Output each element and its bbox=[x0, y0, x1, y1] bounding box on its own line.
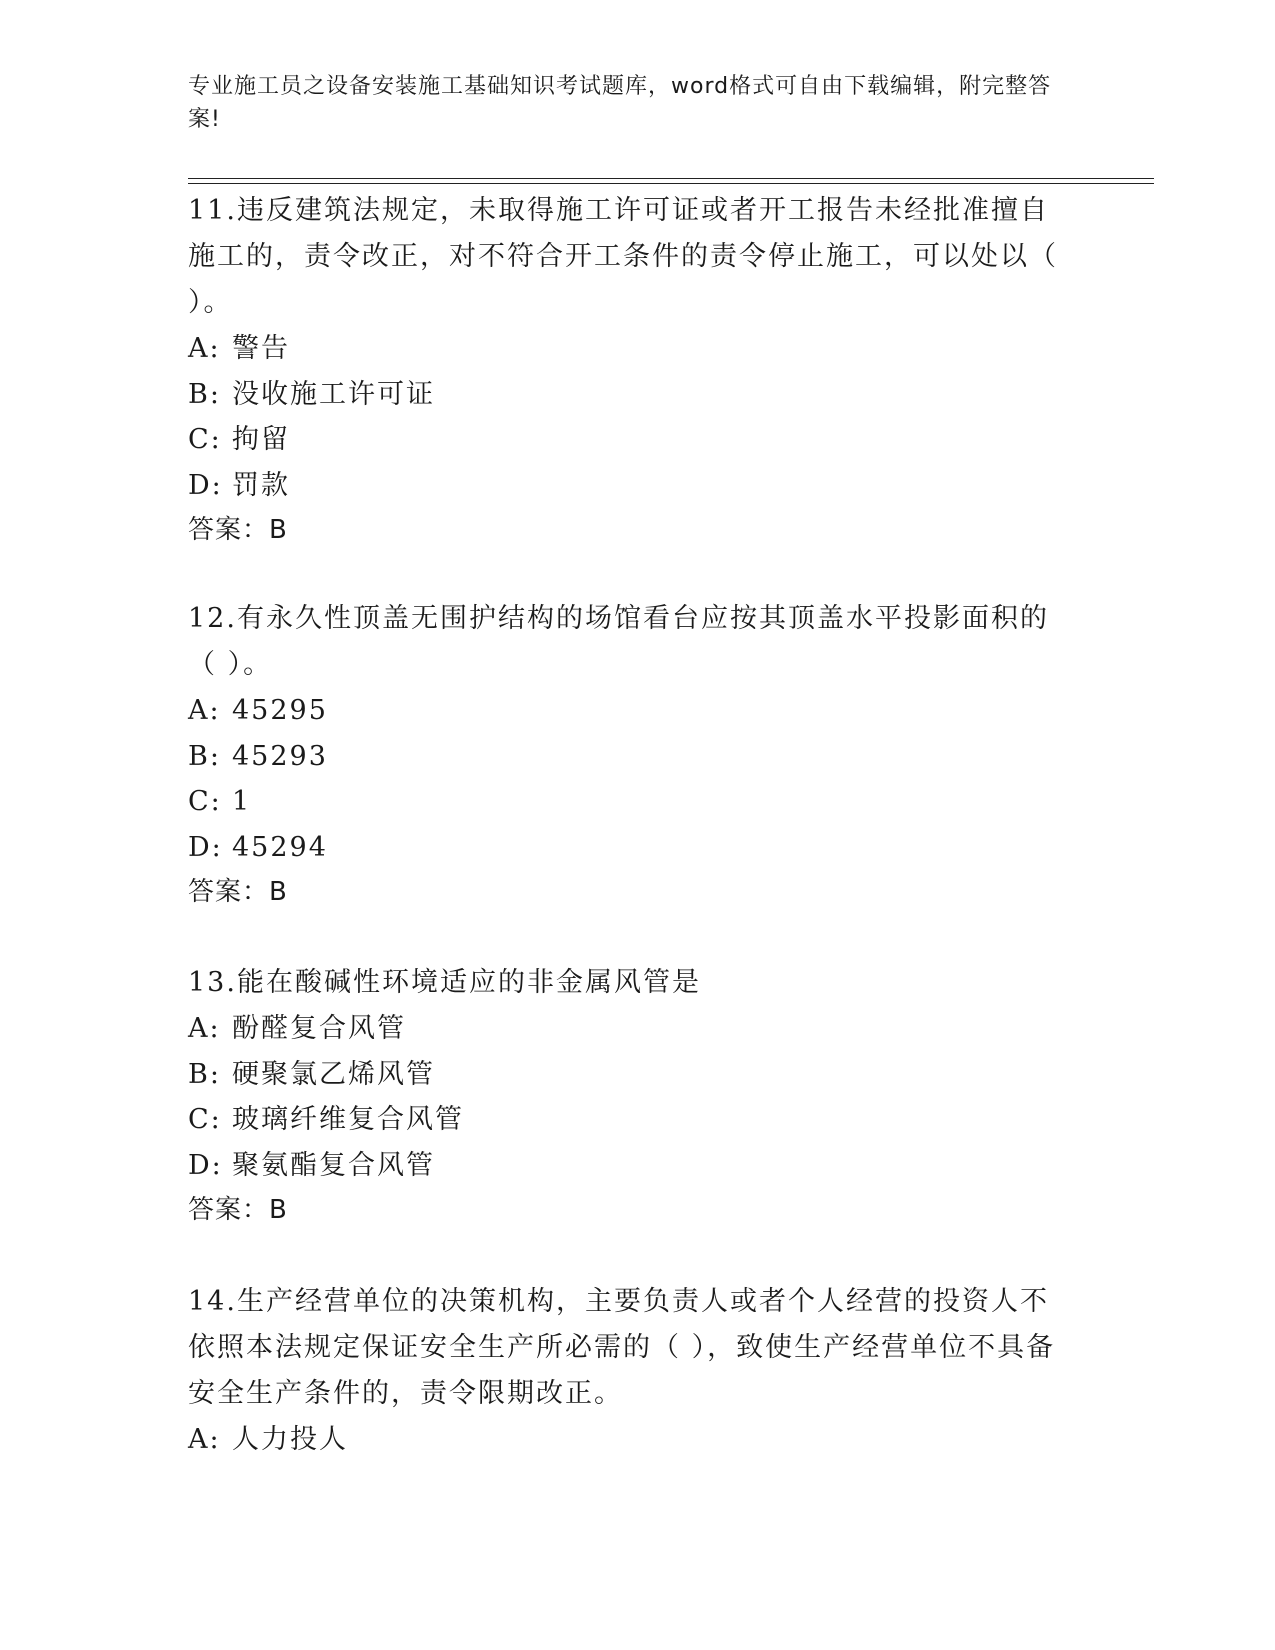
option-text: 45293 bbox=[232, 740, 328, 772]
header-divider-bottom bbox=[188, 183, 1154, 184]
option-letter: B: bbox=[188, 740, 221, 772]
option-text: 聚氨酯复合风管 bbox=[232, 1149, 435, 1181]
header-intro-text: 专业施工员之设备安装施工基础知识考试题库，word格式可自由下载编辑，附完整答案! bbox=[188, 74, 1052, 132]
option-b bbox=[188, 734, 1068, 780]
question-stem: 13.能在酸碱性环境适应的非金属风管是 bbox=[188, 967, 701, 998]
option-letter: D: bbox=[188, 469, 223, 501]
option-d bbox=[188, 825, 1068, 871]
option-text: 玻璃纤维复合风管 bbox=[232, 1104, 464, 1135]
option-text: 警告 bbox=[232, 333, 290, 364]
option-d bbox=[188, 1143, 1068, 1189]
option-text: 硬聚氯乙烯风管 bbox=[232, 1058, 435, 1090]
option-c bbox=[188, 417, 1068, 463]
question-13 bbox=[188, 960, 1068, 1233]
question-14 bbox=[188, 1279, 1068, 1463]
question-stem: 14.生产经营单位的决策机构，主要负责人或者个人经营的投资人不依照本法规定保证安全生产所必需的（ ），致使生产经营单位不具备安全生产条件的，责令限期改正。 bbox=[188, 1286, 1056, 1409]
option-letter: B: bbox=[188, 1058, 221, 1090]
option-text: 1 bbox=[232, 786, 252, 817]
option-letter: A: bbox=[188, 1013, 221, 1044]
option-letter: A: bbox=[188, 1424, 221, 1455]
option-a bbox=[188, 326, 1068, 372]
option-letter: C: bbox=[188, 424, 222, 455]
option-b bbox=[188, 372, 1068, 418]
option-text: 没收施工许可证 bbox=[232, 378, 435, 410]
option-a bbox=[188, 688, 1068, 734]
option-text: 45295 bbox=[232, 695, 328, 726]
question-stem: 12.有永久性顶盖无围护结构的场馆看台应按其顶盖水平投影面积的（ ）。 bbox=[188, 603, 1049, 680]
option-text: 拘留 bbox=[232, 424, 290, 455]
option-c bbox=[188, 1097, 1068, 1143]
option-letter: C: bbox=[188, 786, 222, 817]
answer-line: 答案：B bbox=[188, 877, 288, 907]
option-c bbox=[188, 779, 1068, 825]
option-text: 人力投人 bbox=[232, 1424, 348, 1455]
option-text: 酚醛复合风管 bbox=[232, 1013, 406, 1044]
document-header bbox=[188, 70, 1068, 136]
option-text: 45294 bbox=[232, 831, 328, 863]
question-12 bbox=[188, 596, 1068, 915]
option-b bbox=[188, 1052, 1068, 1098]
option-letter: C: bbox=[188, 1104, 222, 1135]
option-letter: D: bbox=[188, 831, 223, 863]
option-letter: B: bbox=[188, 378, 221, 410]
option-letter: A: bbox=[188, 695, 221, 726]
question-11 bbox=[188, 188, 1068, 553]
option-text: 罚款 bbox=[232, 469, 290, 501]
option-a bbox=[188, 1417, 1068, 1463]
answer-line: 答案：B bbox=[188, 515, 288, 545]
option-d bbox=[188, 463, 1068, 509]
option-letter: A: bbox=[188, 333, 221, 364]
answer-line: 答案：B bbox=[188, 1195, 288, 1225]
option-letter: D: bbox=[188, 1149, 223, 1181]
option-a bbox=[188, 1006, 1068, 1052]
header-divider-top bbox=[188, 178, 1154, 179]
question-stem: 11.违反建筑法规定，未取得施工许可证或者开工报告未经批准擅自施工的，责令改正，对不符合开工条件的责令停止施工，可以处以（ ）。 bbox=[188, 195, 1058, 318]
